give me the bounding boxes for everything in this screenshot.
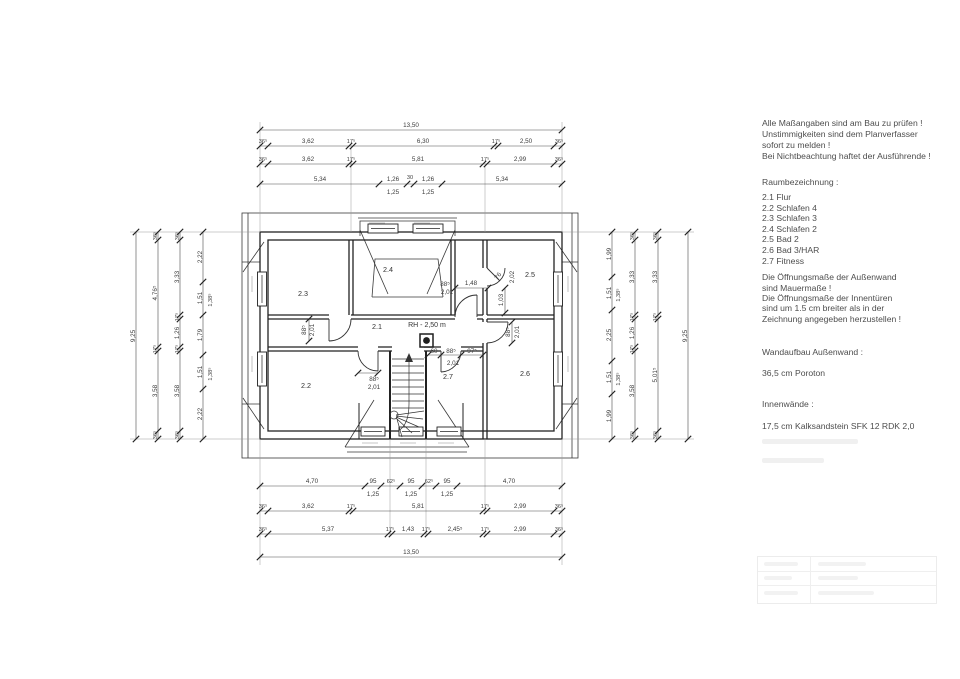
room-list-item: 2.3 Schlafen 3 (762, 213, 817, 224)
interior-walls-heading: Innenwände : (762, 399, 814, 410)
dimensions-top (257, 122, 565, 196)
dim-label: 17⁵ (480, 527, 490, 533)
dim-label: 17⁵ (175, 312, 181, 322)
room-list-item: 2.6 Bad 3/HAR (762, 244, 820, 255)
note-line: sofort zu melden ! (762, 140, 831, 150)
note-line: sind um 1.5 cm breiter als in der (762, 303, 885, 314)
note-line: Alle Maßangaben sind am Bau zu prüfen ! (762, 118, 923, 128)
dimensions-bottom (257, 478, 565, 560)
dim-label: 17⁵ (346, 504, 356, 510)
dim-label: 3,33 (174, 270, 181, 284)
note-line: Bei Nichtbeachtung haftet der Ausführende ! (762, 151, 931, 161)
dim-label: 1,51 (606, 370, 613, 384)
dim-label: 1,25 (366, 491, 380, 498)
dim-label: 1,25 (386, 189, 400, 196)
dim-label: 36⁵ (554, 139, 564, 145)
room-label-schlafen2: 2.4 (383, 265, 393, 274)
dim-label: 17⁵ (346, 139, 356, 145)
room-list-item: 2.2 Schlafen 4 (762, 202, 817, 213)
dim-label: 36⁵ (175, 231, 181, 241)
interior-walls-spec: 17,5 cm Kalksandstein SFK 12 RDK 2,0 (762, 421, 915, 432)
dim-label: 4,70 (305, 478, 319, 485)
room-label-bad2: 2.5 (525, 270, 535, 279)
staircase (390, 353, 424, 437)
dim-label: 95 (407, 478, 415, 485)
dim-label: 17⁵ (480, 504, 490, 510)
dim-label: 4,70 (502, 478, 516, 485)
roof-outline (242, 213, 578, 458)
dim-label: 1,26 (629, 326, 636, 340)
dimensions-right (606, 229, 691, 442)
note-line: Die Öffnungsmaße der Außenwand (762, 272, 897, 283)
ceiling-height-note: RH - 2,50 m (408, 322, 446, 329)
dim-label: 1,51 (197, 291, 204, 305)
dim-label: 17⁵ (630, 344, 636, 354)
room-label-bad3: 2.6 (520, 369, 530, 378)
dim-label: 36⁵ (630, 430, 636, 440)
dim-label: 2,99 (513, 156, 527, 163)
dim-label: 2,45⁵ (447, 526, 463, 533)
dim-label: 88⁵ (440, 281, 450, 288)
dim-label: 1,99 (606, 247, 613, 261)
dim-label: 5,34 (313, 176, 327, 183)
dim-label: 88⁵ (301, 325, 308, 335)
dim-label: 1,38⁵ (208, 293, 214, 307)
dim-label: 1,25 (404, 491, 418, 498)
dim-label: 36⁵ (258, 157, 268, 163)
dim-label: 30 (406, 175, 414, 181)
dim-label: 36⁵ (153, 231, 159, 241)
dim-label: 5,37 (321, 526, 335, 533)
dim-label: 3,62 (301, 138, 315, 145)
dim-label: 1,25 (421, 189, 435, 196)
dim-label: 17⁵ (346, 157, 356, 163)
dim-label: 1,51 (197, 365, 204, 379)
dim-label: 36⁵ (554, 157, 564, 163)
dim-label: 1,99 (606, 409, 613, 423)
wall-construction-spec: 36,5 cm Poroton (762, 368, 826, 379)
dim-label: 1,38⁵ (616, 288, 622, 302)
dim-label: 36⁵ (554, 504, 564, 510)
room-list-item: 2.4 Schlafen 2 (762, 223, 817, 234)
dim-label: 1,51 (606, 286, 613, 300)
dim-label: 9,25 (130, 329, 137, 343)
dim-label: 3,33 (629, 270, 636, 284)
dim-label: 1,25 (440, 491, 454, 498)
dim-label: 2,22 (197, 250, 204, 264)
dim-label: 1,03 (498, 293, 505, 307)
dim-label: 2,25 (606, 328, 613, 342)
dim-label: 1,79 (197, 328, 204, 342)
dim-label: 88⁵ (505, 327, 512, 337)
dim-label: 2,99 (513, 503, 527, 510)
dim-label: 2,99 (513, 526, 527, 533)
wall-construction-heading: Wandaufbau Außenwand : (762, 347, 863, 358)
dim-label: 5,81 (411, 156, 425, 163)
note-line: sind Mauermaße ! (762, 282, 832, 293)
dim-label: 17⁵ (175, 344, 181, 354)
dim-label: 36⁵ (653, 430, 659, 440)
dim-label: 5,34 (495, 176, 509, 183)
room-list-item: 2.7 Fitness (762, 255, 805, 266)
dim-label: 36⁵ (554, 527, 564, 533)
dim-label: 62⁵ (386, 479, 396, 485)
dim-label: 1,26 (421, 176, 435, 183)
dim-label: 17⁵ (385, 527, 395, 533)
faded-text-line (762, 458, 824, 463)
dim-label: 97⁵ (467, 348, 477, 355)
room-label-flur: 2.1 (372, 322, 382, 331)
dim-label: 1,38⁵ (208, 367, 214, 381)
dim-label: 36⁵ (653, 231, 659, 241)
faded-stamp-table (757, 556, 937, 604)
dim-label: 2,02 (509, 270, 516, 284)
dim-label: 1,38⁵ (616, 372, 622, 386)
dim-label: 88⁵ (369, 376, 379, 383)
note-line: Unstimmigkeiten sind dem Planverfasser (762, 129, 918, 139)
dim-label: 2,50 (519, 138, 533, 145)
room-label-schlafen3: 2.3 (298, 289, 308, 298)
dim-label: 2,01 (446, 360, 460, 367)
room-list-heading: Raumbezeichnung : (762, 177, 839, 187)
opening-notes (762, 272, 960, 324)
dim-label: 2,01 (309, 323, 316, 337)
dim-label: 95 (443, 478, 451, 485)
dim-label: 36⁵ (630, 231, 636, 241)
dim-label: 17⁵ (653, 312, 659, 322)
dim-label: 13,50 (403, 549, 419, 556)
dim-label: 1,43 (401, 526, 415, 533)
chimney (420, 334, 433, 347)
dim-label: 17⁵ (630, 312, 636, 322)
dim-label: 3,33 (652, 270, 659, 284)
note-line: Zeichnung angegeben herzustellen ! (762, 313, 902, 324)
dim-label: 36⁵ (258, 139, 268, 145)
dim-label: 76 (493, 271, 504, 282)
dim-label: 36⁵ (175, 430, 181, 440)
dim-label: 17⁵ (421, 527, 431, 533)
room-list-item: 2.1 Flur (762, 192, 792, 202)
room-labels (298, 265, 535, 390)
room-label-schlafen4: 2.2 (301, 381, 311, 390)
dim-label: 6,30 (416, 138, 430, 145)
dim-label: 13,50 (403, 122, 419, 129)
dim-label: 95 (369, 478, 377, 485)
room-list-item: 2.5 Bad 2 (762, 234, 799, 245)
dim-label: 3,58 (174, 384, 181, 398)
dim-label: 2,01 (440, 289, 454, 296)
dim-label: 17⁵ (153, 344, 159, 354)
dim-label: 5,81 (411, 503, 425, 510)
dim-label: 2,01 (514, 325, 521, 339)
dim-label: 36⁵ (153, 430, 159, 440)
notes-panel (762, 118, 960, 432)
dim-label: 3,58 (152, 384, 159, 398)
dim-label: 1,26 (174, 326, 181, 340)
dim-label: 1,48 (464, 280, 478, 287)
dim-label: 2,01 (367, 384, 381, 391)
faded-text-line (762, 439, 858, 444)
extension-lines (130, 122, 694, 565)
dim-label: 60 (430, 348, 438, 355)
room-list (762, 192, 960, 266)
dim-label: 36⁵ (258, 527, 268, 533)
dim-label: 3,62 (301, 156, 315, 163)
dim-label: 36⁵ (258, 504, 268, 510)
dim-label: 5,01⁵ (652, 367, 659, 383)
general-notes (762, 118, 960, 162)
dim-label: 4,76⁵ (152, 285, 159, 301)
dim-label: 9,25 (682, 329, 689, 343)
note-line: Die Öffnungsmaße der Innentüren (762, 292, 893, 303)
dim-label: 2,22 (197, 407, 204, 421)
dim-label: 3,62 (301, 503, 315, 510)
dim-label: 17⁵ (491, 139, 501, 145)
dimensions-left (130, 229, 214, 442)
dim-label: 1,26 (386, 176, 400, 183)
dim-label: 3,58 (629, 384, 636, 398)
dim-label: 17⁵ (480, 157, 490, 163)
dim-label: 88⁵ (446, 348, 456, 355)
room-label-fitness: 2.7 (443, 372, 453, 381)
dim-label: 62⁵ (424, 479, 434, 485)
